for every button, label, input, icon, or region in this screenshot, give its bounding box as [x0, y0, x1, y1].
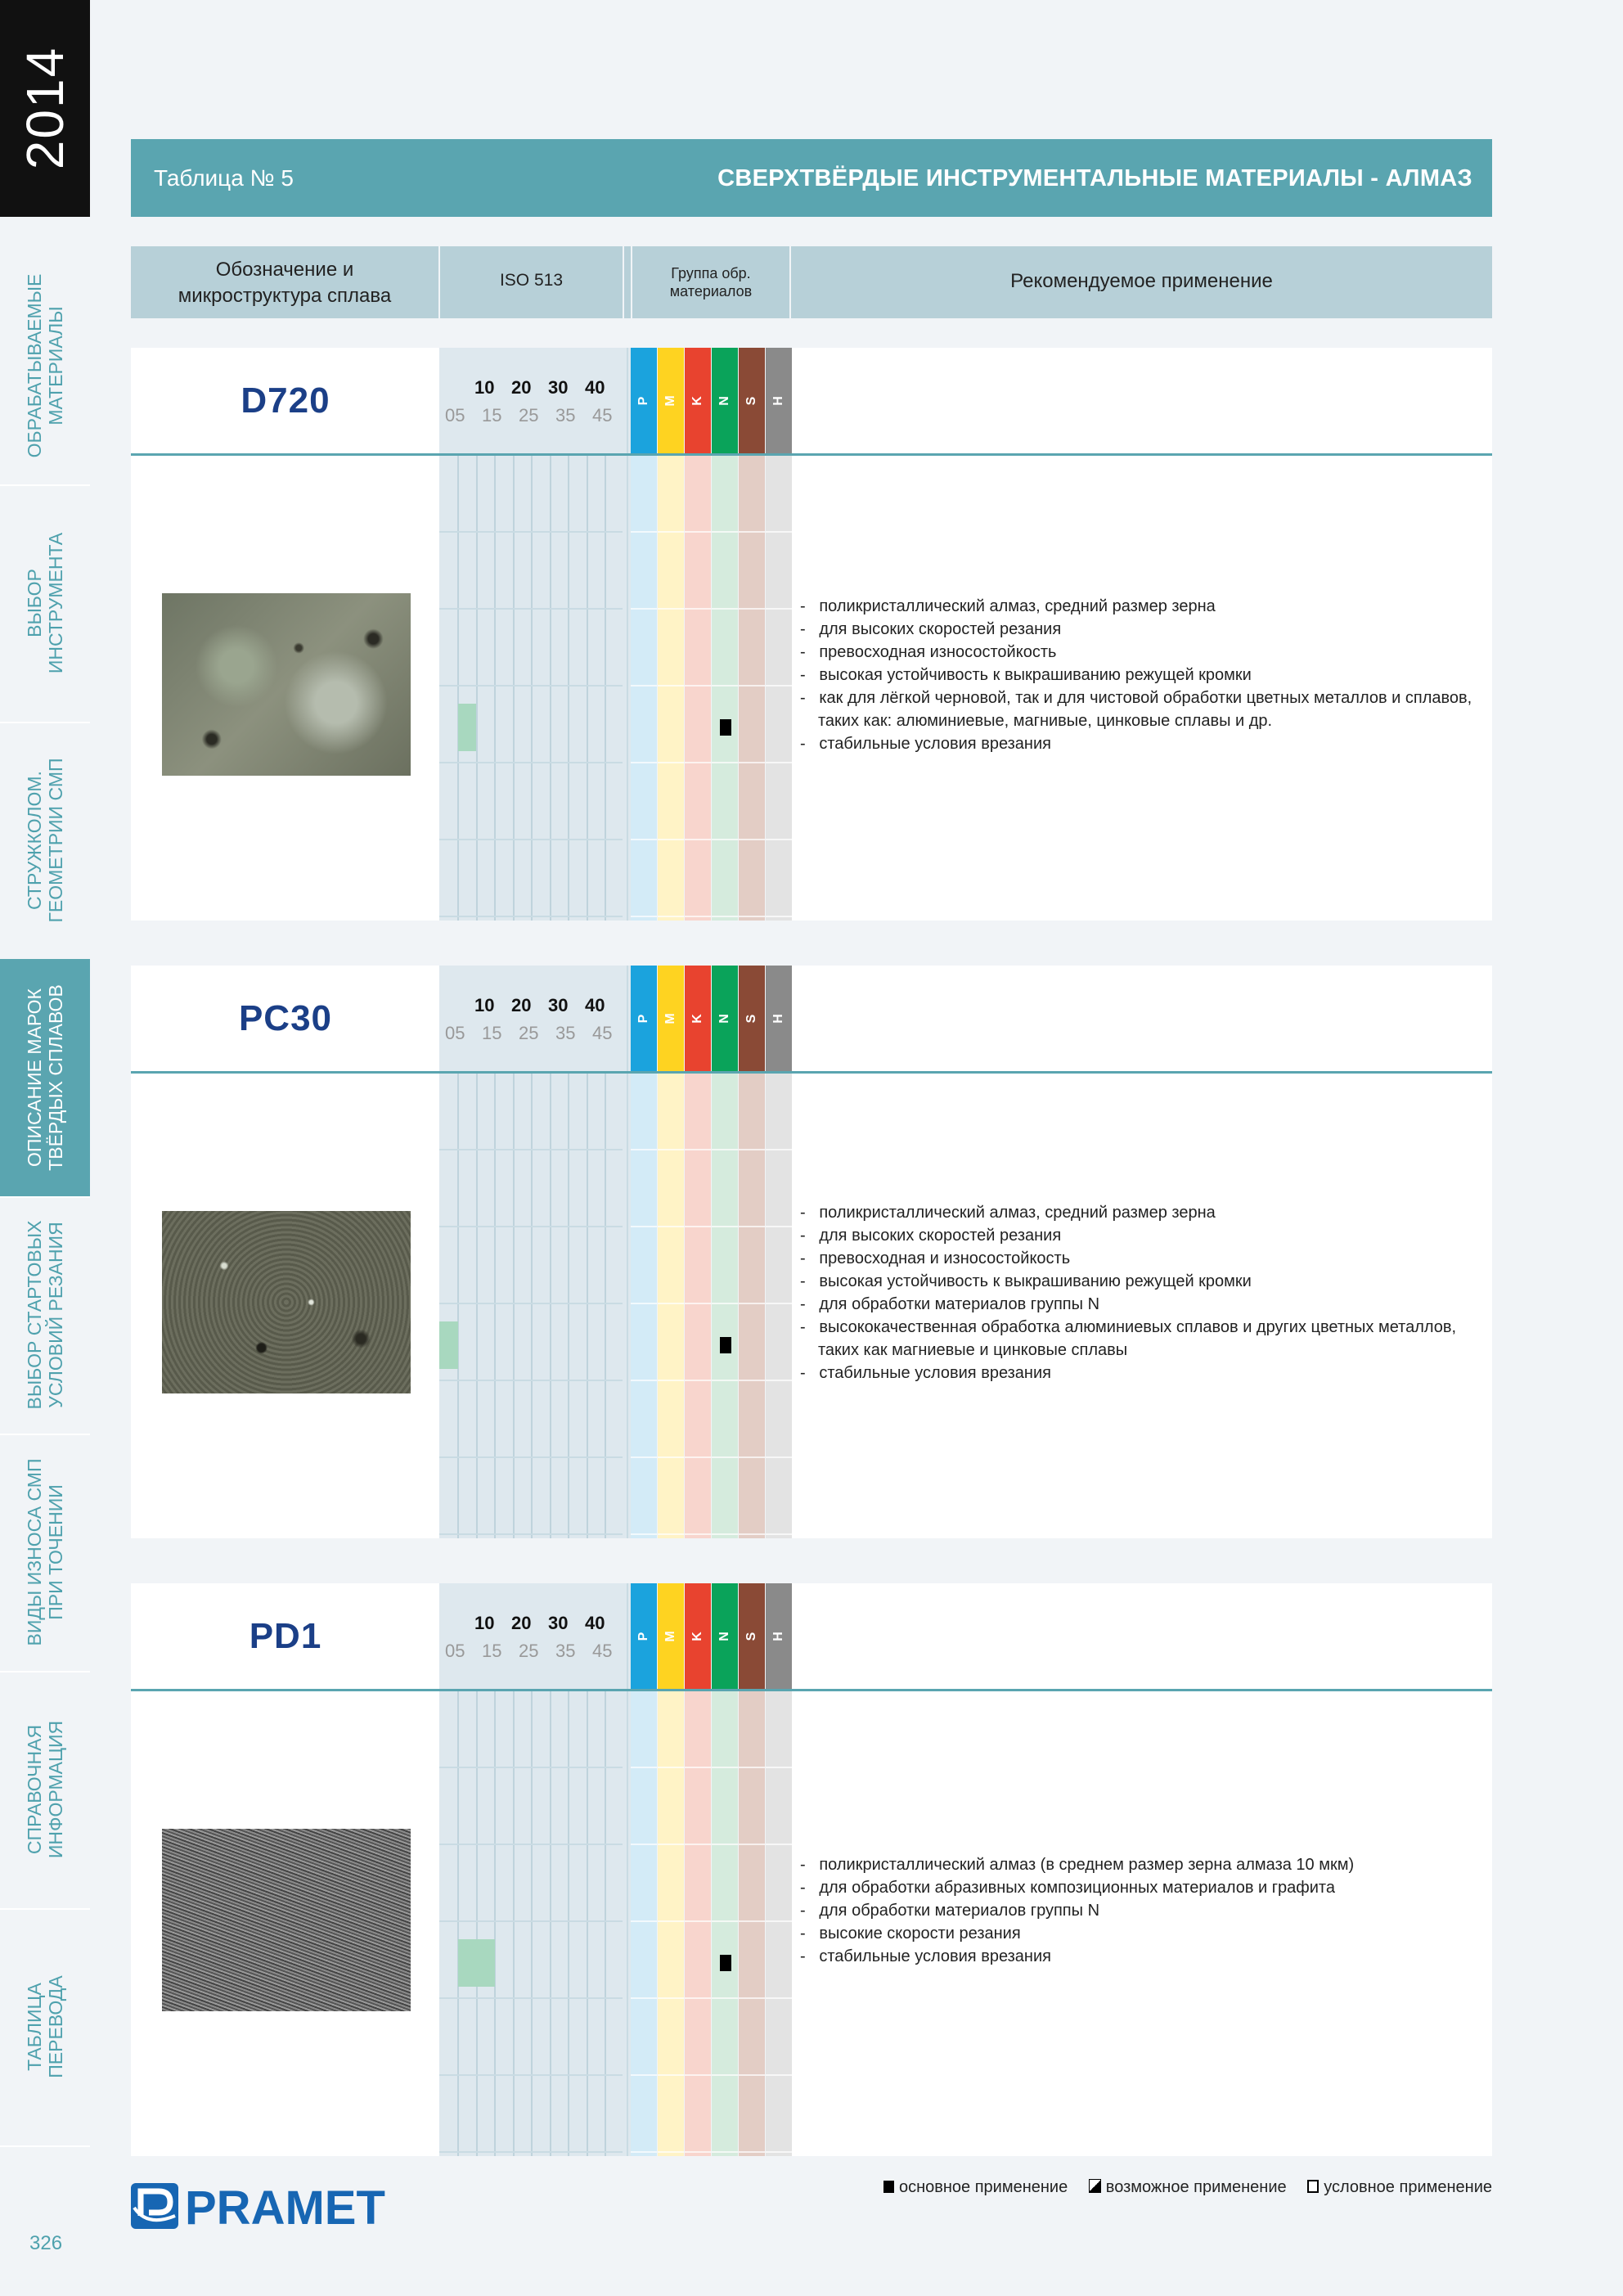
material-group-n: [712, 1583, 738, 2156]
description-item: - высокие скорости резания: [800, 1925, 1021, 1943]
iso-tick-minor: 45: [592, 405, 613, 425]
legend-main: основное применение: [898, 2178, 1068, 2196]
table-title: СВЕРХТВЁРДЫЕ ИНСТРУМЕНТАЛЬНЫЕ МАТЕРИАЛЫ - АЛМАЗ: [717, 165, 1472, 191]
iso-tick-major: 20: [511, 377, 532, 398]
material-group-code: P: [636, 1632, 650, 1641]
iso-tick-minor: 05: [445, 1641, 465, 1661]
iso-tick-major: 40: [585, 1613, 605, 1633]
nav-item-1[interactable]: [0, 247, 90, 486]
iso-scale: [439, 966, 623, 1538]
iso-tick-minor: 35: [555, 405, 576, 425]
legend-possible-icon: [1089, 2179, 1101, 2193]
legend: [883, 2178, 1492, 2197]
block-divider: [131, 1071, 1492, 1074]
description-item: - поликристаллический алмаз (в среднем размер зерна алмаза 10 мкм): [800, 1856, 1355, 1874]
material-group-k: [685, 966, 711, 1538]
iso-application-bar: [439, 1321, 458, 1369]
material-group-k: [685, 348, 711, 921]
material-group-code: S: [744, 1632, 758, 1641]
nav-item-6[interactable]: [0, 1434, 90, 1672]
iso-scale: [439, 348, 623, 921]
material-group-n: [712, 348, 738, 921]
nav-item-8[interactable]: [0, 1908, 90, 2147]
material-group-code: M: [663, 395, 677, 407]
page-number: 326: [29, 2232, 63, 2254]
material-group-k: [685, 1583, 711, 2156]
material-group-code: K: [690, 396, 704, 406]
material-group-s: [739, 1583, 765, 2156]
iso-tick-minor: 35: [555, 1641, 576, 1661]
iso-scale: [439, 1583, 623, 2156]
material-group-code: N: [717, 1632, 731, 1641]
description-item: - превосходная износостойкость: [800, 643, 1057, 661]
iso-tick-minor: 05: [445, 1023, 465, 1043]
main-application-mark: [720, 719, 731, 736]
material-group-code: M: [663, 1631, 677, 1642]
material-group-p: [631, 1583, 657, 2156]
nav-item-label: ОПИСАНИЕ МАРОК ТВЁРДЫХ СПЛАВОВ: [24, 984, 66, 1171]
iso-tick-minor: 25: [519, 405, 539, 425]
main-application-mark: [720, 1955, 731, 1971]
material-group-code: H: [771, 1014, 785, 1024]
column-header-divider: [624, 246, 631, 318]
brand-name: PRAMET: [185, 2181, 385, 2232]
iso-tick-major: 10: [474, 1613, 495, 1633]
iso-tick-minor: 15: [482, 405, 502, 425]
grade-name: PC30: [238, 998, 333, 1038]
nav-item-7[interactable]: [0, 1671, 90, 1910]
legend-main-icon: [883, 2181, 894, 2193]
microstructure-image: [162, 1211, 411, 1393]
grade-name: D720: [241, 380, 330, 421]
iso-tick-major: 20: [511, 1613, 532, 1633]
iso-tick-minor: 25: [519, 1023, 539, 1043]
legend-possible: возможное применение: [1105, 2178, 1287, 2196]
grade-description: [800, 1201, 1487, 1384]
material-group-code: M: [663, 1013, 677, 1024]
description-item: - как для лёгкой черновой, так и для чистовой обработки цветных металлов и сплавов, таких как: алюминиевые, магнивые, цинковые сплавы и др.: [800, 689, 1472, 730]
material-group-p: [631, 966, 657, 1538]
material-group-code: P: [636, 396, 650, 406]
iso-tick-major: 30: [548, 1613, 569, 1633]
column-header-application-label: Рекомендуемое применение: [1010, 270, 1273, 292]
nav-item-label: ВЫБОР ИНСТРУМЕНТА: [24, 532, 66, 674]
column-header-designation-label: Обозначение и микроструктура сплава: [178, 259, 392, 307]
material-group-code: S: [744, 396, 758, 406]
iso-tick-major: 20: [511, 995, 532, 1015]
description-item: - превосходная и износостойкость: [800, 1249, 1071, 1267]
material-group-h: [766, 1583, 792, 2156]
iso-tick-minor: 15: [482, 1641, 502, 1661]
material-group-code: K: [690, 1014, 704, 1024]
material-group-code: N: [717, 396, 731, 406]
material-group-s: [739, 348, 765, 921]
description-item: - для высоких скоростей резания: [800, 620, 1062, 638]
grade-block: [131, 348, 1492, 921]
microstructure-image: [162, 593, 411, 776]
year-tab: [0, 0, 90, 217]
year-label: 2014: [16, 46, 74, 170]
column-header-iso-label: ISO 513: [499, 271, 564, 290]
material-group-h: [766, 348, 792, 921]
grade-description: [800, 1853, 1487, 1968]
grade-block: [131, 966, 1492, 1538]
column-header-application: [791, 246, 1492, 318]
material-group-m: [658, 348, 684, 921]
description-item: - высокая устойчивость к выкрашиванию режущей кромки: [800, 1272, 1252, 1290]
iso-tick-major: 10: [474, 377, 495, 398]
iso-tick-minor: 35: [555, 1023, 576, 1043]
material-group-n: [712, 966, 738, 1538]
iso-tick-minor: 45: [592, 1023, 613, 1043]
grade-description: [800, 595, 1487, 755]
table-header: [131, 139, 1492, 217]
description-item: - для обработки абразивных композиционных материалов и графита: [800, 1879, 1335, 1897]
column-header-group-label: Группа обр. материалов: [669, 265, 753, 299]
nav-item-label: ВИДЫ ИЗНОСА СМП ПРИ ТОЧЕНИИ: [24, 1458, 66, 1646]
material-group-code: H: [771, 396, 785, 406]
description-item: - стабильные условия врезания: [800, 1947, 1051, 1965]
microstructure-image: [162, 1829, 411, 2011]
nav-item-label: СПРАВОЧНАЯ ИНФОРМАЦИЯ: [24, 1720, 66, 1859]
nav-item-2[interactable]: [0, 484, 90, 723]
nav-item-5[interactable]: [0, 1196, 90, 1435]
material-group-code: H: [771, 1632, 785, 1641]
iso-tick-major: 40: [585, 377, 605, 398]
nav-item-3[interactable]: [0, 722, 90, 961]
nav-item-label: ТАБЛИЦА ПЕРЕВОДА: [24, 1975, 66, 2078]
nav-item-label: ОБРАБАТЫВАЕМЫЕ МАТЕРИАЛЫ: [24, 273, 66, 458]
description-item: - для обработки материалов группы N: [800, 1902, 1100, 1920]
column-header-iso: [440, 246, 623, 318]
iso-tick-minor: 15: [482, 1023, 502, 1043]
material-group-s: [739, 966, 765, 1538]
legend-conditional: условное применение: [1324, 2178, 1492, 2196]
grade-name: PD1: [249, 1616, 322, 1656]
description-item: - высококачественная обработка алюминиевых сплавов и других цветных металлов, таких как магниевые и цинковые сплавы: [800, 1318, 1457, 1359]
material-group-m: [658, 1583, 684, 2156]
material-group-code: S: [744, 1014, 758, 1024]
block-divider: [131, 453, 1492, 456]
material-group-p: [631, 348, 657, 921]
iso-tick-minor: 25: [519, 1641, 539, 1661]
description-item: - высокая устойчивость к выкрашиванию режущей кромки: [800, 666, 1252, 684]
description-item: - для обработки материалов группы N: [800, 1295, 1100, 1313]
description-item: - поликристаллический алмаз, средний размер зерна: [800, 597, 1216, 615]
description-item: - стабильные условия врезания: [800, 735, 1051, 753]
iso-tick-major: 40: [585, 995, 605, 1015]
material-group-h: [766, 966, 792, 1538]
iso-tick-minor: 45: [592, 1641, 613, 1661]
nav-item-4[interactable]: [0, 959, 90, 1198]
description-item: - для высоких скоростей резания: [800, 1227, 1062, 1245]
nav-item-label: ВЫБОР СТАРТОВЫХ УСЛОВИЙ РЕЗАНИЯ: [24, 1220, 66, 1410]
block-divider: [131, 1689, 1492, 1691]
iso-tick-major: 30: [548, 995, 569, 1015]
iso-tick-major: 10: [474, 995, 495, 1015]
column-header-group: [632, 246, 789, 318]
iso-application-bar: [458, 1939, 495, 1987]
pramet-logo: [131, 2180, 394, 2232]
material-group-code: N: [717, 1014, 731, 1024]
material-group-code: P: [636, 1014, 650, 1024]
legend-conditional-icon: [1307, 2180, 1319, 2193]
iso-tick-minor: 05: [445, 405, 465, 425]
material-group-code: K: [690, 1632, 704, 1641]
iso-application-bar: [458, 704, 477, 751]
iso-tick-major: 30: [548, 377, 569, 398]
nav-item-label: СТРУЖКОЛОМ. ГЕОМЕТРИИ СМП: [24, 758, 66, 923]
description-item: - стабильные условия врезания: [800, 1364, 1051, 1382]
grade-block: [131, 1583, 1492, 2156]
material-group-m: [658, 966, 684, 1538]
description-item: - поликристаллический алмаз, средний размер зерна: [800, 1204, 1216, 1222]
main-application-mark: [720, 1337, 731, 1353]
table-number: Таблица № 5: [154, 165, 294, 191]
column-header-designation: [131, 246, 438, 318]
